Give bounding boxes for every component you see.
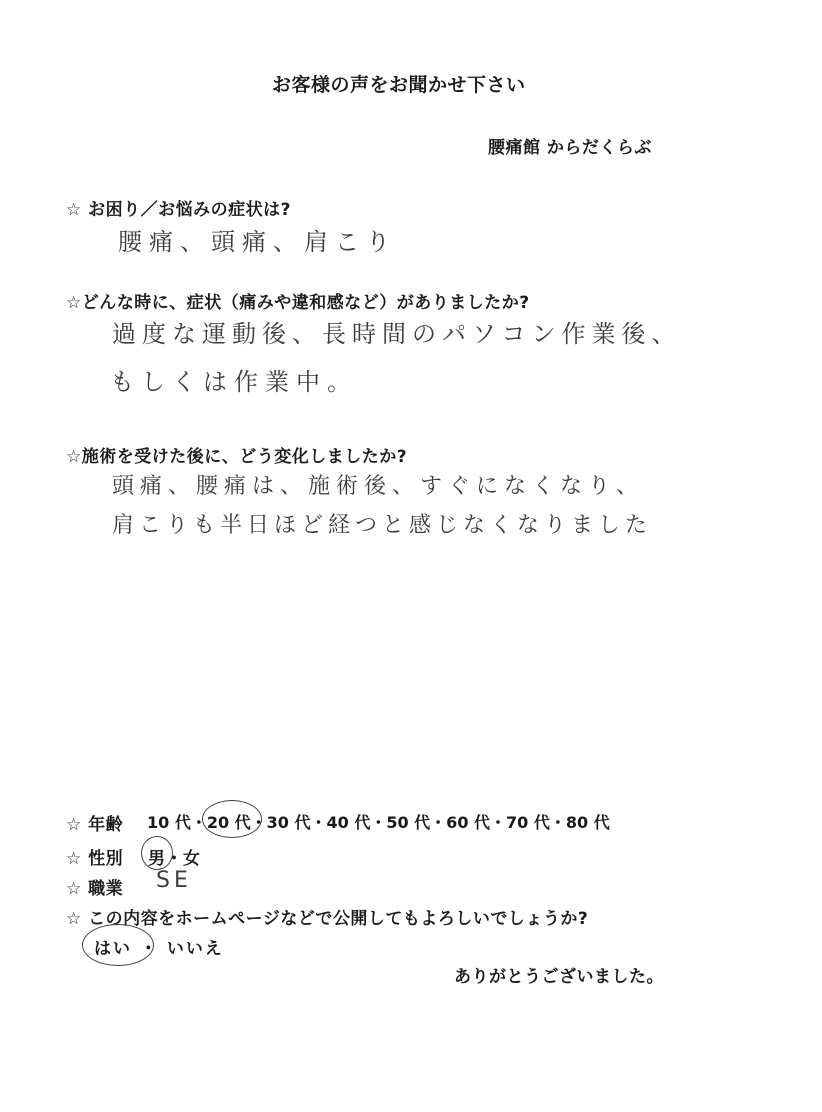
question-when: ☆どんな時に、症状（痛みや違和感など）がありましたか? bbox=[66, 293, 530, 313]
question-symptoms: ☆ お困り／お悩みの症状は? bbox=[66, 200, 292, 220]
answer-change-line-2: 肩こりも半日ほど経つと感じなくなりました bbox=[112, 513, 653, 538]
gender-label: ☆ 性別 bbox=[66, 849, 124, 869]
thanks-text: ありがとうございました。 bbox=[454, 967, 664, 987]
age-label: ☆ 年齢 bbox=[66, 815, 124, 835]
page-title: お客様の声をお聞かせ下さい bbox=[272, 74, 526, 96]
answer-symptoms: 腰痛、頭痛、肩こり bbox=[118, 228, 397, 256]
answer-when-line-1: 過度な運動後、長時間のパソコン作業後、 bbox=[112, 320, 682, 348]
publish-options: はい ・ いいえ bbox=[94, 939, 224, 959]
answer-change-line-1: 頭痛、腰痛は、施術後、すぐになくなり、 bbox=[112, 474, 645, 499]
publish-question: ☆ この内容をホームページなどで公開してもよろしいでしょうか? bbox=[66, 909, 589, 929]
clinic-name: 腰痛館 からだくらぶ bbox=[488, 138, 652, 158]
gender-options: 男・女 bbox=[148, 849, 201, 869]
age-options: 10 代・20 代・30 代・40 代・50 代・60 代・70 代・80 代 bbox=[147, 813, 610, 832]
job-label: ☆ 職業 bbox=[66, 879, 124, 899]
job-value: SE bbox=[156, 868, 192, 893]
answer-when-line-2: もしくは作業中。 bbox=[110, 368, 358, 396]
question-change: ☆施術を受けた後に、どう変化しましたか? bbox=[66, 447, 408, 467]
